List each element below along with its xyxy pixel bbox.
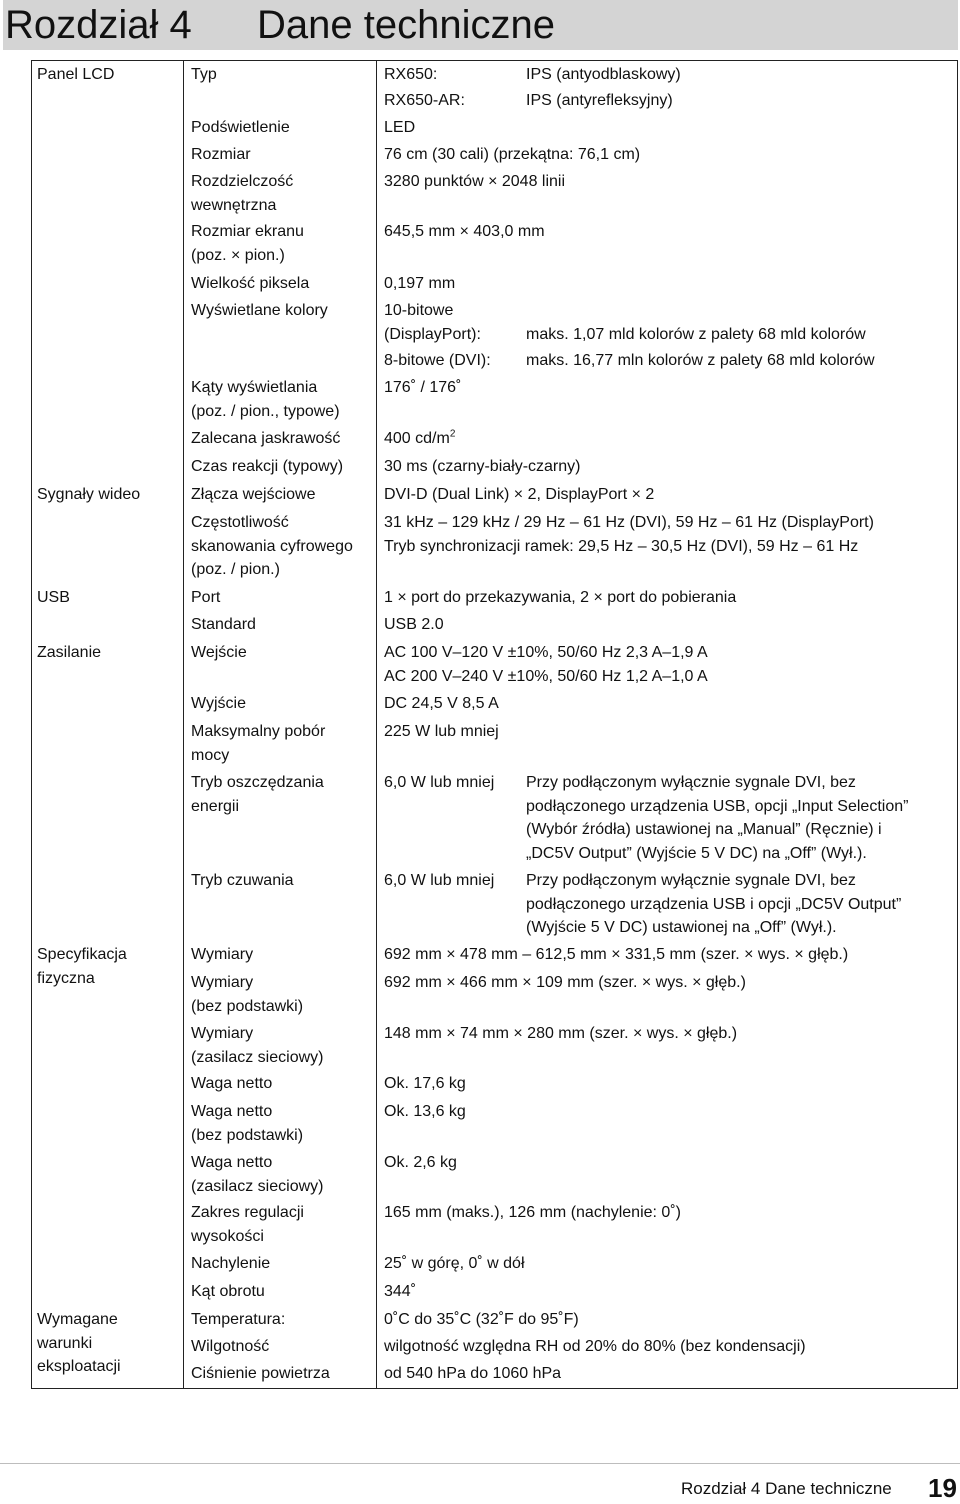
chapter-title: Dane techniczne: [257, 3, 555, 47]
usb-standard-label: Standard: [191, 616, 256, 633]
page-number: 19: [928, 1473, 957, 1503]
power-input-label: Wejście: [191, 644, 247, 661]
panel-pixel-label: Wielkość piksela: [191, 275, 310, 292]
video-inputs-label: Złącza wejściowe: [191, 486, 316, 503]
category-physical: Specyfikacja fizyczna: [37, 946, 127, 987]
panel-backlight-label: Podświetlenie: [191, 119, 290, 136]
physical-tilt-value: 25˚ w górę, 0˚ w dół: [384, 1255, 525, 1272]
panel-size-label: Rozmiar: [191, 146, 251, 163]
power-output-label: Wyjście: [191, 695, 246, 712]
category-power: Zasilanie: [37, 644, 102, 661]
power-max-value: 225 W lub mniej: [384, 723, 499, 740]
category-video: Sygnały wideo: [37, 486, 141, 503]
category-environment: Wymagane warunki eksploatacji: [37, 1311, 121, 1375]
physical-dims-nostand-value: 692 mm × 466 mm × 109 mm (szer. × wys. × głęb.): [384, 974, 746, 991]
power-max-label: Maksymalny pobór mocy: [191, 723, 326, 764]
environment-pressure-value: od 540 hPa do 1060 hPa: [384, 1365, 562, 1382]
table-divider-property: [376, 60, 377, 1389]
panel-type-value-1: IPS (antyodblaskowy): [526, 66, 681, 83]
power-standby-note: Przy podłączonym wyłącznie sygnale DVI, bez podłączonego urządzenia USB i opcji „DC5V Output” (Wyjście 5 V DC) ustawionej na „Off” (Wył.).: [526, 872, 902, 936]
physical-tilt-label: Nachylenie: [191, 1255, 271, 1272]
power-input-value: AC 100 V–120 V ±10%, 50/60 Hz 2,3 A–1,9 A AC 200 V–240 V ±10%, 50/60 Hz 1,2 A–1,0 A: [384, 644, 708, 685]
video-frequency-value: 31 kHz – 129 kHz / 29 Hz – 61 Hz (DVI), 59 Hz – 61 Hz (DisplayPort) Tryb synchronizacji ramek: 29,5 Hz – 30,5 Hz (DVI), 59 Hz – 61 Hz: [384, 514, 874, 555]
usb-standard-value: USB 2.0: [384, 616, 444, 633]
usb-port-value: 1 × port do przekazywania, 2 × port do pobierania: [384, 589, 737, 606]
environment-humidity-label: Wilgotność: [191, 1338, 270, 1355]
category-usb: USB: [37, 589, 70, 606]
environment-pressure-label: Ciśnienie powietrza: [191, 1365, 330, 1382]
panel-colors-8bit: 8-bitowe (DVI):: [384, 352, 491, 369]
physical-swivel-value: 344˚: [384, 1283, 417, 1300]
physical-swivel-label: Kąt obrotu: [191, 1283, 265, 1300]
panel-angles-label: Kąty wyświetlania (poz. / pion., typowe): [191, 379, 340, 420]
panel-brightness-label: Zalecana jaskrawość: [191, 430, 341, 447]
panel-type-model-2: RX650-AR:: [384, 92, 465, 109]
environment-humidity-value: wilgotność względna RH od 20% do 80% (bez kondensacji): [384, 1338, 806, 1355]
panel-response-value: 30 ms (czarny-biały-czarny): [384, 458, 581, 475]
panel-angles-value: 176˚ / 176˚: [384, 379, 462, 396]
video-inputs-value: DVI-D (Dual Link) × 2, DisplayPort × 2: [384, 486, 655, 503]
physical-weight-nostand-label: Waga netto (bez podstawki): [191, 1103, 304, 1144]
physical-height-value: 165 mm (maks.), 126 mm (nachylenie: 0˚): [384, 1204, 681, 1221]
table-divider-category: [183, 60, 184, 1389]
power-save-value: 6,0 W lub mniej: [384, 774, 495, 791]
panel-colors-8bit-value: maks. 16,77 mln kolorów z palety 68 mld kolorów: [526, 352, 875, 369]
power-save-note: Przy podłączonym wyłącznie sygnale DVI, bez podłączonego urządzenia USB, opcji „Input Selection” (Wybór źródła) ustawionej na „Manual” (Ręcznie) i „DC5V Output” (Wyjście 5 V DC) na „Off” (Wył.).: [526, 774, 909, 862]
environment-temp-value: 0˚C do 35˚C (32˚F do 95˚F): [384, 1311, 579, 1328]
physical-dims-adapter-value: 148 mm × 74 mm × 280 mm (szer. × wys. × głęb.): [384, 1025, 738, 1042]
physical-weight-adapter-value: Ok. 2,6 kg: [384, 1154, 457, 1171]
power-standby-label: Tryb czuwania: [191, 872, 294, 889]
panel-resolution-label: Rozdzielczość wewnętrzna: [191, 173, 294, 214]
footer-divider: [0, 1463, 960, 1464]
physical-weight-adapter-label: Waga netto (zasilacz sieciowy): [191, 1154, 324, 1195]
footer-chapter: Rozdział 4 Dane techniczne: [681, 1479, 892, 1498]
panel-size-value: 76 cm (30 cali) (przekątna: 76,1 cm): [384, 146, 641, 163]
page-title: [5, 0, 555, 50]
physical-dims-label: Wymiary: [191, 946, 254, 963]
physical-dims-value: 692 mm × 478 mm – 612,5 mm × 331,5 mm (szer. × wys. × głęb.): [384, 946, 849, 963]
physical-height-label: Zakres regulacji wysokości: [191, 1204, 304, 1245]
power-standby-value: 6,0 W lub mniej: [384, 872, 495, 889]
panel-pixel-value: 0,197 mm: [384, 275, 456, 292]
panel-type-label: Typ: [191, 66, 217, 83]
panel-screen-size-value: 645,5 mm × 403,0 mm: [384, 223, 545, 240]
panel-brightness-value: 400 $cd/m^2$: [384, 428, 456, 447]
physical-weight-label: Waga netto: [191, 1075, 273, 1092]
panel-screen-size-label: Rozmiar ekranu (poz. × pion.): [191, 223, 304, 264]
physical-weight-value: Ok. 17,6 kg: [384, 1075, 466, 1092]
power-save-label: Tryb oszczędzania energii: [191, 774, 324, 815]
panel-backlight-value: LED: [384, 119, 416, 136]
panel-type-value-2: IPS (antyrefleksyjny): [526, 92, 673, 109]
panel-type-model-1: RX650:: [384, 66, 438, 83]
panel-colors-10bit-value: maks. 1,07 mld kolorów z palety 68 mld kolorów: [526, 326, 866, 343]
panel-response-label: Czas reakcji (typowy): [191, 458, 344, 475]
physical-dims-nostand-label: Wymiary (bez podstawki): [191, 974, 304, 1015]
chapter-number: Rozdział 4: [5, 3, 192, 47]
panel-colors-label: Wyświetlane kolory: [191, 302, 328, 319]
panel-resolution-value: 3280 punktów × 2048 linii: [384, 173, 566, 190]
power-output-value: DC 24,5 V 8,5 A: [384, 695, 499, 712]
usb-port-label: Port: [191, 589, 221, 606]
physical-weight-nostand-value: Ok. 13,6 kg: [384, 1103, 466, 1120]
panel-colors-10bit: 10-bitowe (DisplayPort):: [384, 302, 481, 343]
environment-temp-label: Temperatura:: [191, 1311, 286, 1328]
physical-dims-adapter-label: Wymiary (zasilacz sieciowy): [191, 1025, 324, 1066]
video-frequency-label: Częstotliwość skanowania cyfrowego (poz. / pion.): [191, 514, 353, 578]
category-panel: Panel LCD: [37, 66, 115, 83]
